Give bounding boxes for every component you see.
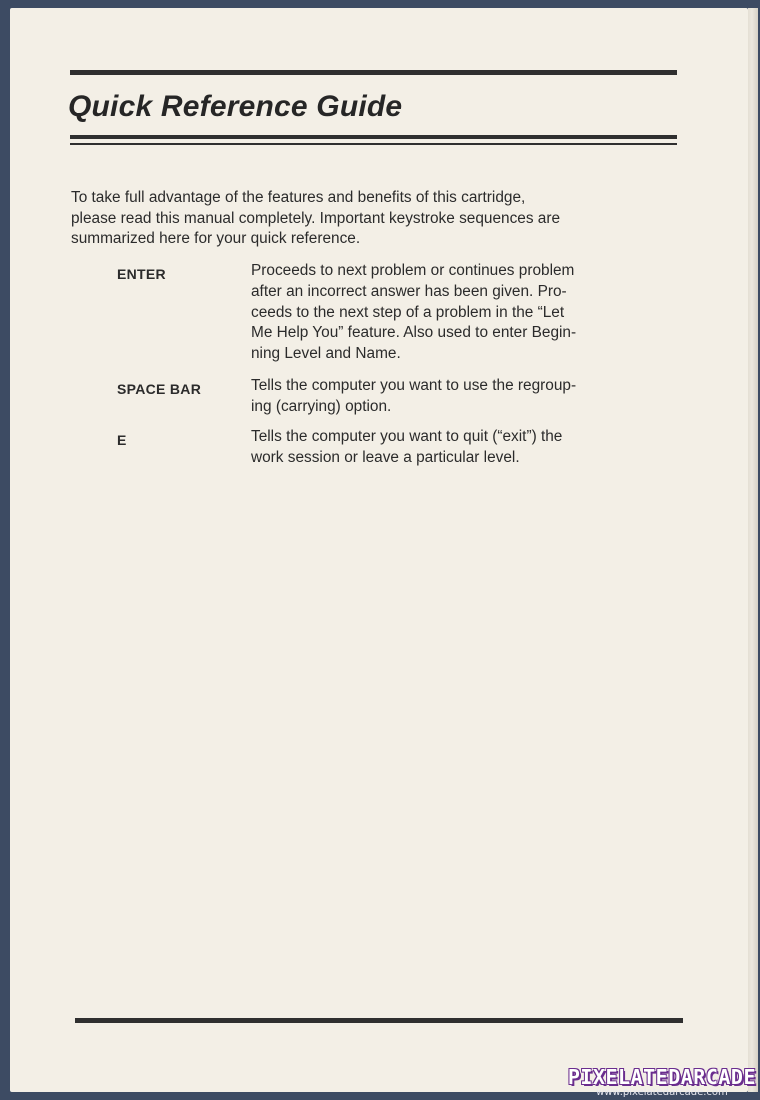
intro-line: To take full advantage of the features and benefits of this cartridge, [71, 189, 526, 206]
key-space-bar-description [251, 376, 649, 418]
bottom-rule [75, 1018, 683, 1023]
watermark-url: www.pixelatedarcade.com [596, 1087, 728, 1098]
description-line: ing (carrying) option. [251, 397, 392, 415]
watermark [568, 1065, 756, 1098]
key-e: E [117, 432, 127, 448]
page-title: Quick Reference Guide [68, 90, 403, 123]
key-enter-description [251, 261, 649, 365]
description-line: work session or leave a particular level. [251, 448, 520, 466]
key-enter: ENTER [117, 266, 166, 282]
description-line: after an incorrect answer has been given. Pro- [251, 282, 567, 300]
description-line: ceeds to the next step of a problem in the “Let [251, 303, 565, 321]
description-line: Tells the computer you want to use the regroup- [251, 377, 577, 394]
description-line: Me Help You” feature. Also used to enter Begin- [251, 324, 577, 342]
key-e-description [251, 427, 649, 469]
description-line: Proceeds to next problem or continues problem [251, 262, 575, 279]
manual-page [10, 8, 748, 1092]
intro-line: please read this manual completely. Important keystroke sequences are [71, 209, 561, 227]
watermark-brand: PIXELATEDARCADE [567, 1065, 756, 1089]
description-line: ning Level and Name. [251, 345, 401, 363]
key-space-bar: SPACE BAR [117, 381, 202, 397]
description-line: Tells the computer you want to quit (“exit”) the [251, 428, 563, 445]
intro-line: summarized here for your quick reference. [71, 230, 361, 248]
page-edge [748, 8, 758, 1092]
keystroke-list [10, 8, 748, 1092]
